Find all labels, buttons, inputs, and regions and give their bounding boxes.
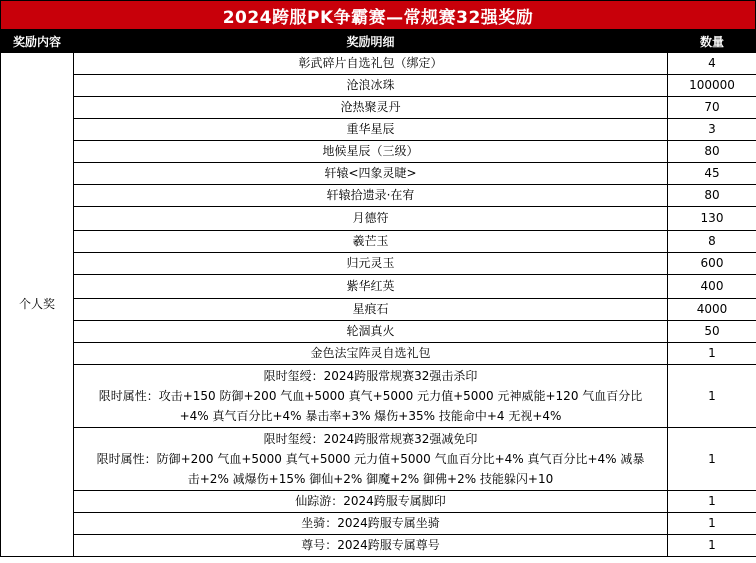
reward-detail bbox=[74, 207, 668, 231]
reward-quantity: 4000 bbox=[668, 299, 756, 321]
reward-detail bbox=[74, 141, 668, 163]
header-detail: 奖励明细 bbox=[74, 31, 668, 53]
reward-detail bbox=[74, 343, 668, 365]
reward-quantity: 600 bbox=[668, 253, 756, 275]
reward-detail-line: 尊号：2024跨服专属尊号 bbox=[301, 538, 440, 552]
table-row bbox=[1, 53, 756, 75]
reward-detail bbox=[74, 365, 668, 428]
reward-rows bbox=[1, 53, 756, 557]
header-content: 奖励内容 bbox=[1, 31, 74, 53]
table-row bbox=[1, 275, 756, 299]
table-row bbox=[1, 141, 756, 163]
reward-detail bbox=[74, 185, 668, 207]
reward-detail bbox=[74, 253, 668, 275]
reward-detail-line: 羲芒玉 bbox=[352, 234, 389, 248]
reward-detail-line: 紫华红英 bbox=[346, 279, 395, 293]
reward-detail-line: 击+2% 减爆伤+15% 御仙+2% 御魔+2% 御佛+2% 技能躲闪+10 bbox=[187, 472, 554, 486]
table-row bbox=[1, 365, 756, 428]
reward-quantity: 130 bbox=[668, 207, 756, 231]
header-quantity: 数量 bbox=[668, 31, 756, 53]
reward-quantity: 45 bbox=[668, 163, 756, 185]
reward-quantity: 8 bbox=[668, 231, 756, 253]
reward-detail bbox=[74, 97, 668, 119]
reward-detail-line: 归元灵玉 bbox=[346, 256, 395, 270]
header-row bbox=[1, 31, 756, 53]
reward-detail-line: 地候星辰（三级） bbox=[322, 144, 419, 158]
reward-detail-line: 轮涸真火 bbox=[346, 324, 395, 338]
reward-quantity: 80 bbox=[668, 141, 756, 163]
reward-quantity: 4 bbox=[668, 53, 756, 75]
reward-quantity: 70 bbox=[668, 97, 756, 119]
reward-detail-line: 沧浪冰珠 bbox=[346, 78, 395, 92]
reward-detail bbox=[74, 428, 668, 491]
reward-detail bbox=[74, 119, 668, 141]
reward-detail bbox=[74, 321, 668, 343]
table-row bbox=[1, 119, 756, 141]
table-row bbox=[1, 231, 756, 253]
reward-quantity: 1 bbox=[668, 513, 756, 535]
reward-detail-line: 彰武碎片自选礼包（绑定） bbox=[298, 56, 443, 70]
reward-detail-line: 坐骑：2024跨服专属坐骑 bbox=[301, 516, 440, 530]
reward-quantity: 1 bbox=[668, 491, 756, 513]
table-row bbox=[1, 513, 756, 535]
table-row bbox=[1, 185, 756, 207]
reward-detail bbox=[74, 513, 668, 535]
table-row bbox=[1, 75, 756, 97]
category-cell: 个人奖 bbox=[1, 53, 74, 557]
reward-detail-line: 轩辕拾遗录·在宥 bbox=[326, 188, 415, 202]
table-row bbox=[1, 491, 756, 513]
reward-detail-line: 轩辕<四象灵睫> bbox=[324, 166, 417, 180]
reward-quantity: 50 bbox=[668, 321, 756, 343]
reward-detail bbox=[74, 231, 668, 253]
reward-detail bbox=[74, 53, 668, 75]
table-row bbox=[1, 299, 756, 321]
table-row bbox=[1, 253, 756, 275]
sheet-title: 2024跨服PK争霸赛—常规赛32强奖励 bbox=[0, 0, 756, 30]
reward-quantity: 1 bbox=[668, 428, 756, 491]
reward-quantity: 400 bbox=[668, 275, 756, 299]
reward-detail bbox=[74, 299, 668, 321]
table-row bbox=[1, 535, 756, 557]
table-row bbox=[1, 428, 756, 491]
reward-detail-line: 限时属性：攻击+150 防御+200 气血+5000 真气+5000 元力值+5000 元神威能+120 气血百分比 bbox=[98, 389, 643, 403]
reward-detail-line: 月德符 bbox=[352, 211, 389, 225]
reward-quantity: 1 bbox=[668, 343, 756, 365]
reward-quantity: 1 bbox=[668, 365, 756, 428]
table-row bbox=[1, 321, 756, 343]
reward-detail bbox=[74, 491, 668, 513]
reward-table bbox=[0, 30, 756, 557]
table-row bbox=[1, 97, 756, 119]
reward-quantity: 80 bbox=[668, 185, 756, 207]
table-row bbox=[1, 163, 756, 185]
reward-detail bbox=[74, 163, 668, 185]
reward-detail bbox=[74, 75, 668, 97]
reward-detail-line: +4% 真气百分比+4% 暴击率+3% 爆伤+35% 技能命中+4 无视+4% bbox=[179, 409, 562, 423]
reward-quantity: 3 bbox=[668, 119, 756, 141]
reward-detail-line: 限时属性：防御+200 气血+5000 真气+5000 元力值+5000 气血百分比+4% 真气百分比+4% 减暴 bbox=[96, 452, 645, 466]
reward-detail bbox=[74, 535, 668, 557]
reward-detail-line: 重华星辰 bbox=[346, 122, 395, 136]
table-row bbox=[1, 207, 756, 231]
reward-detail-line: 限时玺绶：2024跨服常规赛32强减免印 bbox=[263, 432, 478, 446]
reward-quantity: 1 bbox=[668, 535, 756, 557]
reward-detail-line: 限时玺绶：2024跨服常规赛32强击杀印 bbox=[263, 369, 478, 383]
reward-detail-line: 沧热聚灵丹 bbox=[340, 100, 401, 114]
reward-detail bbox=[74, 275, 668, 299]
reward-detail-line: 仙踪游：2024跨服专属脚印 bbox=[295, 494, 446, 508]
reward-detail-line: 星痕石 bbox=[352, 302, 389, 316]
table-row bbox=[1, 343, 756, 365]
reward-detail-line: 金色法宝阵灵自选礼包 bbox=[310, 346, 431, 360]
reward-quantity: 100000 bbox=[668, 75, 756, 97]
